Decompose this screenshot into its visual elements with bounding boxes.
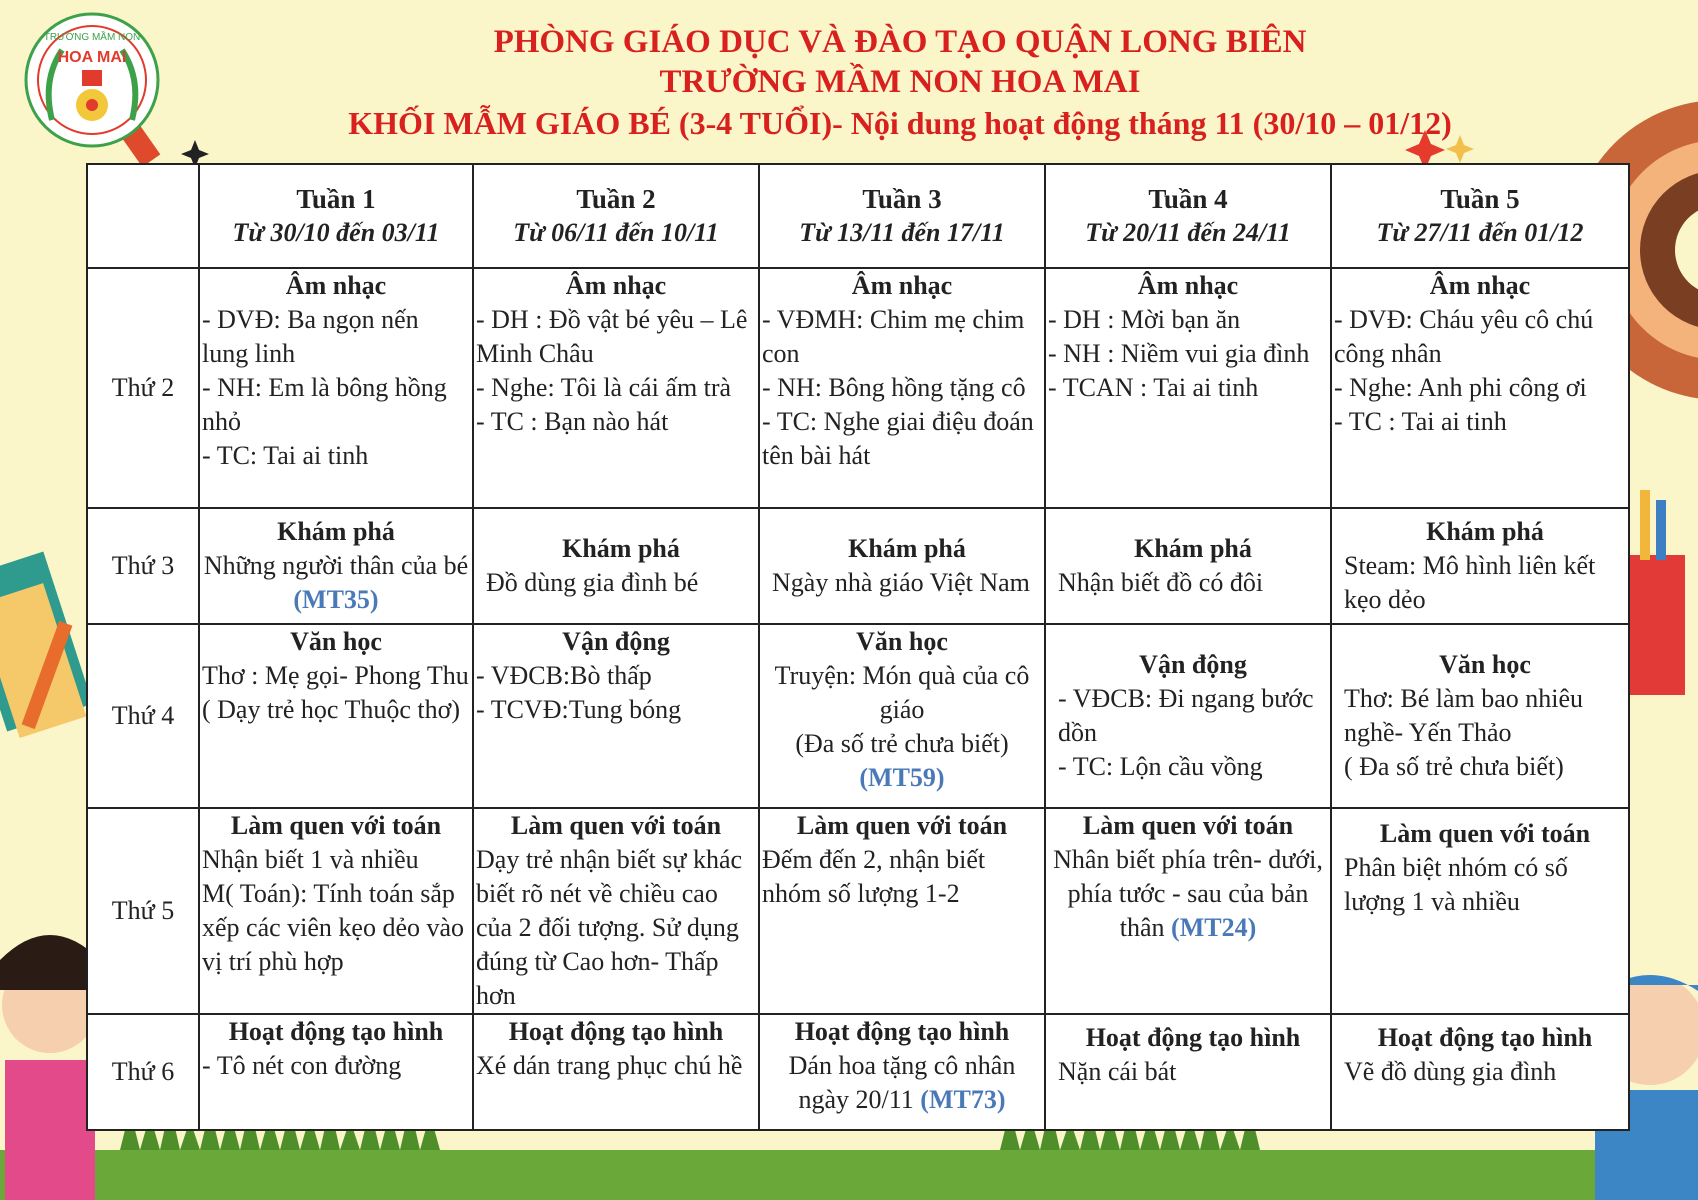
activity-cell: [1331, 1014, 1629, 1130]
header-line-2: TRƯỜNG MẦM NON HOA MAI: [659, 64, 1141, 100]
activity-cell: [473, 1014, 759, 1130]
week-range: Từ 13/11 đến 17/11: [799, 218, 1005, 247]
activity-line: - NH: Bông hồng tặng cô: [762, 373, 1026, 402]
activity-line: - DH : Mời bạn ăn: [1048, 305, 1241, 334]
day-label: Thứ 2: [87, 268, 199, 508]
activity-title: Âm nhạc: [1137, 271, 1239, 300]
activity-line: - TC: Nghe giai điệu đoán tên bài hát: [762, 407, 1034, 470]
activity-cell: [473, 268, 759, 508]
activity-title: Hoạt động tạo hình: [508, 1017, 724, 1046]
school-logo: [22, 10, 162, 150]
day-label: Thứ 4: [87, 624, 199, 808]
week-title: Tuần 4: [1148, 184, 1228, 214]
table-row: [87, 1014, 1629, 1130]
activity-line: Nhận biết 1 và nhiều: [202, 845, 419, 874]
objective-code: (MT24): [1171, 913, 1257, 942]
activity-line: Dạy trẻ nhận biết sự khác biết rõ nét về chiều cao của 2 đối tượng. Sử dụng đúng từ Cao hơn- Thấp hơn: [476, 845, 743, 1010]
girl-figure: [0, 935, 100, 1200]
objective-code: (MT59): [859, 763, 945, 792]
week-title: Tuần 5: [1440, 184, 1520, 214]
activity-line: Nặn cái bát: [1058, 1057, 1177, 1086]
table-row: [87, 624, 1629, 808]
week-header: [1045, 164, 1331, 268]
activity-line: - NH : Niềm vui gia đình: [1048, 339, 1310, 368]
activity-cell: [199, 268, 473, 508]
activity-cell: [1045, 268, 1331, 508]
book-decoration: [0, 552, 93, 738]
activity-cell: [1331, 624, 1629, 808]
activity-line: - NH: Em là bông hồng nhỏ: [202, 373, 447, 436]
week-title: Tuần 1: [296, 184, 376, 214]
activity-cell: [759, 1014, 1045, 1130]
activity-cell: [1045, 508, 1331, 624]
activity-cell: [759, 808, 1045, 1014]
activity-cell: [473, 624, 759, 808]
table-row: [87, 508, 1629, 624]
page-header: [300, 22, 1500, 144]
activity-line: Xé dán trang phục chú hề: [476, 1051, 743, 1080]
week-range: Từ 30/10 đến 03/11: [232, 218, 440, 247]
table-row: [87, 268, 1629, 508]
activity-cell: [1045, 1014, 1331, 1130]
activity-title: Âm nhạc: [285, 271, 387, 300]
activity-cell: [759, 624, 1045, 808]
activity-cell: [1045, 808, 1331, 1014]
activity-line: Nhân biết phía trên- dưới, phía tước - sau của bản thân: [1053, 845, 1323, 942]
activity-title: Vận động: [1139, 650, 1247, 679]
activity-line: - TC: Tai ai tinh: [202, 441, 369, 470]
activity-title: Văn học: [290, 627, 382, 656]
activity-cell: [1331, 808, 1629, 1014]
activity-cell: [473, 808, 759, 1014]
corner-cell: [87, 164, 199, 268]
day-label: Thứ 3: [87, 508, 199, 624]
day-label: Thứ 6: [87, 1014, 199, 1130]
activity-title: Khám phá: [562, 534, 680, 563]
objective-code: (MT73): [920, 1085, 1006, 1114]
activity-cell: [199, 1014, 473, 1130]
week-header: [473, 164, 759, 268]
header-line-1: PHÒNG GIÁO DỤC VÀ ĐÀO TẠO QUẬN LONG BIÊN: [493, 24, 1307, 60]
activity-title: Làm quen với toán: [1379, 819, 1591, 848]
week-header: [1331, 164, 1629, 268]
activity-line: ( Đa số trẻ chưa biết): [1344, 752, 1564, 781]
activity-cell: [199, 508, 473, 624]
activity-line: Phân biệt nhóm có số lượng 1 và nhiều: [1344, 853, 1568, 916]
pencil-cup-decoration: [1625, 490, 1685, 695]
activity-line: - Nghe: Tôi là cái ấm trà: [476, 373, 732, 402]
activity-line: - VĐCB:Bò thấp: [476, 661, 652, 690]
activity-cell: [199, 808, 473, 1014]
header-line-3: KHỐI MẪM GIÁO BÉ (3-4 TUỔI)- Nội dung hoạt động tháng 11 (30/10 – 01/12): [348, 105, 1452, 141]
activity-title: Làm quen với toán: [796, 811, 1008, 840]
activity-title: Làm quen với toán: [510, 811, 722, 840]
table-row: [87, 808, 1629, 1014]
activity-title: Hoạt động tạo hình: [1085, 1023, 1301, 1052]
activity-cell: [1045, 624, 1331, 808]
activity-title: Khám phá: [1134, 534, 1252, 563]
activity-line: - DH : Đồ vật bé yêu – Lê Minh Châu: [476, 305, 748, 368]
activity-text: Ngày nhà giáo Việt Nam: [772, 568, 1030, 597]
activity-cell: [759, 268, 1045, 508]
activity-line: Thơ: Bé làm bao nhiêu nghề- Yến Thảo: [1344, 684, 1584, 747]
week-header-row: [87, 164, 1629, 268]
activity-line: - TC : Tai ai tinh: [1334, 407, 1507, 436]
activity-cell: [199, 624, 473, 808]
activity-plan-table: [86, 163, 1630, 1131]
activity-line: - DVĐ: Cháu yêu cô chú công nhân: [1334, 305, 1594, 368]
activity-cell: [1331, 508, 1629, 624]
activity-text: Steam: Mô hình liên kết kẹo dẻo: [1344, 551, 1596, 614]
activity-title: Khám phá: [1426, 517, 1544, 546]
activity-title: Văn học: [1439, 650, 1531, 679]
activity-line: Đếm đến 2, nhận biết nhóm số lượng 1-2: [762, 845, 986, 908]
activity-text: Nhận biết đồ có đôi: [1058, 568, 1264, 597]
activity-title: Âm nhạc: [1429, 271, 1531, 300]
activity-line: - Nghe: Anh phi công ơi: [1334, 373, 1587, 402]
activity-line: - VĐMH: Chim mẹ chim con: [762, 305, 1025, 368]
activity-line: Dán hoa tặng cô nhân ngày 20/11: [788, 1051, 1016, 1114]
activity-title: Làm quen với toán: [1082, 811, 1294, 840]
activity-line: Thơ : Mẹ gọi- Phong Thu ( Dạy trẻ học Thuộc thơ): [202, 661, 469, 724]
activity-line: - VĐCB: Đi ngang bước dồn: [1058, 684, 1314, 747]
activity-cell: [759, 508, 1045, 624]
activity-title: Âm nhạc: [851, 271, 953, 300]
logo-arc-text: TRƯỜNG MẦM NON: [43, 32, 141, 43]
activity-title: Vận động: [562, 627, 670, 656]
activity-line: - TC : Bạn nào hát: [476, 407, 669, 436]
logo-name: HOA MAI: [57, 49, 127, 66]
activity-line: - Tô nét con đường: [202, 1051, 402, 1080]
activity-title: Khám phá: [848, 534, 966, 563]
activity-text: Đồ dùng gia đình bé: [486, 568, 699, 597]
activity-title: Âm nhạc: [565, 271, 667, 300]
activity-title: Văn học: [856, 627, 948, 656]
activity-line: (Đa số trẻ chưa biết): [795, 729, 1009, 758]
week-range: Từ 06/11 đến 10/11: [513, 218, 719, 247]
activity-line: M( Toán): Tính toán sắp xếp các viên kẹo dẻo vào vị trí phù hợp: [202, 879, 465, 976]
activity-cell: [473, 508, 759, 624]
activity-title: Hoạt động tạo hình: [228, 1017, 444, 1046]
week-header: [759, 164, 1045, 268]
activity-title: Hoạt động tạo hình: [1377, 1023, 1593, 1052]
activity-title: Hoạt động tạo hình: [794, 1017, 1010, 1046]
activity-line: Truyện: Món quà của cô giáo: [774, 661, 1030, 724]
activity-line: - TCAN : Tai ai tinh: [1048, 373, 1259, 402]
week-title: Tuần 2: [576, 184, 656, 214]
week-header: [199, 164, 473, 268]
activity-line: Vẽ đồ dùng gia đình: [1344, 1057, 1557, 1086]
activity-title: Khám phá: [277, 517, 395, 546]
activity-text: Những người thân của bé: [203, 551, 469, 580]
activity-title: Làm quen với toán: [230, 811, 442, 840]
activity-line: - TCVĐ:Tung bóng: [476, 695, 682, 724]
week-range: Từ 20/11 đến 24/11: [1085, 218, 1291, 247]
activity-line: - DVĐ: Ba ngọn nến lung linh: [202, 305, 419, 368]
objective-code: (MT35): [293, 585, 379, 614]
activity-line: - TC: Lộn cầu vồng: [1058, 752, 1263, 781]
week-title: Tuần 3: [862, 184, 942, 214]
day-label: Thứ 5: [87, 808, 199, 1014]
activity-cell: [1331, 268, 1629, 508]
week-range: Từ 27/11 đến 01/12: [1376, 218, 1584, 247]
